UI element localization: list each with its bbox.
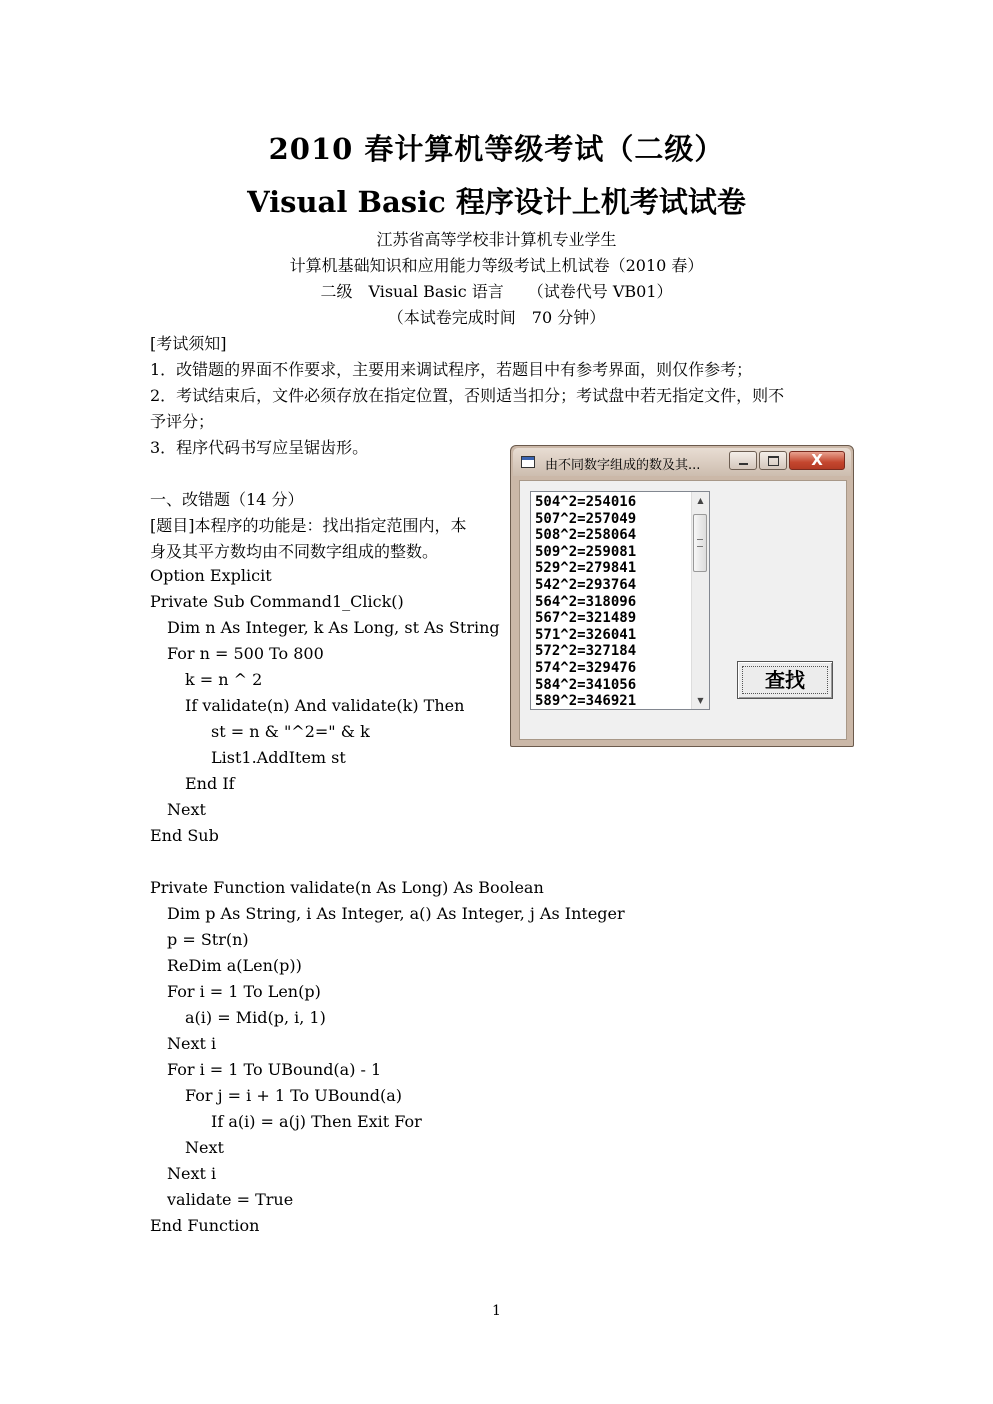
close-icon: X: [811, 451, 823, 469]
list-item[interactable]: 571^2=326041: [535, 626, 637, 643]
list-item[interactable]: 508^2=258064: [535, 527, 637, 544]
code-line: p = Str(n): [167, 930, 249, 949]
code-line: Next: [185, 1138, 224, 1157]
list-item[interactable]: 504^2=254016: [535, 494, 637, 510]
code-line: a(i) = Mid(p, i, 1): [185, 1008, 326, 1027]
list-item[interactable]: 584^2=341056: [535, 676, 637, 693]
code-line: For i = 1 To UBound(a) - 1: [167, 1060, 382, 1079]
minimize-button[interactable]: [729, 451, 757, 470]
list-item[interactable]: 509^2=259081: [535, 543, 637, 560]
section-desc-1: [题目]本程序的功能是：找出指定范围内，本: [150, 516, 467, 535]
list-item[interactable]: 529^2=279841: [535, 560, 637, 577]
code-line: For j = i + 1 To UBound(a): [185, 1086, 402, 1105]
header-line-2: 计算机基础知识和应用能力等级考试上机试卷（2010 春）: [289, 256, 704, 275]
list-item[interactable]: 574^2=329476: [535, 659, 637, 676]
list-item[interactable]: 542^2=293764: [535, 576, 637, 593]
code-line: Next i: [167, 1164, 217, 1183]
code-line: Private Sub Command1_Click(): [150, 592, 404, 611]
find-button[interactable]: 查找: [737, 661, 833, 699]
list-item[interactable]: 572^2=327184: [535, 643, 637, 660]
notice-item-2: 2．考试结束后，文件必须存放在指定位置，否则适当扣分；考试盘中若无指定文件，则不: [150, 386, 785, 405]
code-line: End If: [185, 774, 235, 793]
section-heading: 一、改错题（14 分）: [150, 490, 304, 509]
scroll-down-arrow-icon[interactable]: ▼: [697, 696, 704, 705]
code-line: st = n & "^2=" & k: [211, 722, 370, 741]
page-title: 2010 春计算机等级考试（二级）: [268, 132, 725, 166]
code-line: Dim p As String, i As Integer, a() As Integer, j As Integer: [167, 904, 625, 923]
code-line: k = n ^ 2: [185, 670, 263, 689]
result-listbox[interactable]: [530, 491, 710, 710]
list-items: [535, 494, 693, 710]
vb-window: [510, 445, 854, 747]
close-button[interactable]: [789, 451, 845, 470]
code-line: Dim n As Integer, k As Long, st As String: [167, 618, 500, 637]
notice-item-1: 1．改错题的界面不作要求，主要用来调试程序，若题目中有参考界面，则仅作参考；: [150, 360, 753, 379]
code-line: Next i: [167, 1034, 217, 1053]
notice-item-2-cont: 予评分；: [150, 412, 215, 431]
code-line: Private Function validate(n As Long) As Boolean: [150, 878, 544, 897]
code-line: validate = True: [167, 1190, 294, 1209]
code-line: ReDim a(Len(p)): [167, 956, 302, 975]
list-item[interactable]: 507^2=257049: [535, 510, 637, 527]
listbox-scrollbar[interactable]: [691, 492, 709, 709]
code-line: List1.AddItem st: [211, 748, 346, 767]
code-line: Option Explicit: [150, 566, 272, 585]
code-line: For n = 500 To 800: [167, 644, 324, 663]
list-item[interactable]: 589^2=346921: [535, 693, 637, 710]
app-window-icon: [521, 456, 535, 468]
code-line: For i = 1 To Len(p): [167, 982, 321, 1001]
form-client-area: [519, 480, 847, 740]
code-line: Next: [167, 800, 206, 819]
section-desc-2: 身及其平方数均由不同数字组成的整数。: [150, 542, 439, 561]
window-title: 由不同数字组成的数及其...: [545, 458, 701, 473]
window-titlebar[interactable]: [513, 448, 851, 476]
page-number: 1: [492, 1303, 501, 1319]
code-line: End Sub: [150, 826, 219, 845]
notice-item-3: 3．程序代码书写应呈锯齿形。: [150, 438, 369, 457]
code-line: If validate(n) And validate(k) Then: [185, 696, 465, 715]
scrollbar-thumb[interactable]: [693, 514, 707, 572]
header-line-4: （本试卷完成时间 70 分钟）: [387, 308, 606, 327]
header-line-1: 江苏省高等学校非计算机专业学生: [376, 230, 617, 249]
page-subtitle: Visual Basic 程序设计上机考试试卷: [247, 185, 746, 219]
scroll-up-arrow-icon[interactable]: ▲: [697, 496, 704, 505]
header-line-3: 二级 Visual Basic 语言 （试卷代号 VB01）: [320, 282, 673, 301]
code-line: If a(i) = a(j) Then Exit For: [211, 1112, 422, 1131]
list-item[interactable]: 564^2=318096: [535, 593, 637, 610]
code-line: End Function: [150, 1216, 260, 1235]
list-item[interactable]: 567^2=321489: [535, 610, 637, 627]
notice-heading: [考试须知]: [150, 334, 227, 353]
maximize-button[interactable]: [759, 451, 787, 470]
